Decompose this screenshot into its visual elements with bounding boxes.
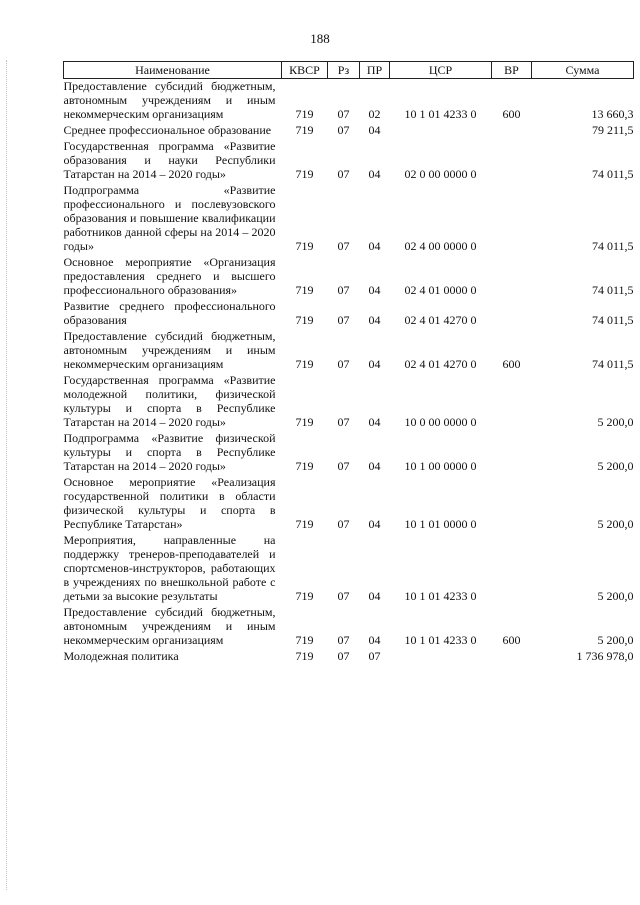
cell-name: Предоставление субсидий бюджетным, автономным учреждениям и иным некоммерческим организациям [63,79,276,121]
cell-name: Подпрограмма «Развитие профессионального и послевузовского образования и повышение квалификации работников данной сферы на 2014 – 2020 годы» [63,183,276,253]
table-row [64,255,634,299]
cell-sum: 74 011,5 [591,167,634,181]
cell-name: Предоставление субсидий бюджетным, автономным учреждениям и иным некоммерческим организациям [63,605,276,647]
page-margin-line [6,60,7,890]
cell-vr [492,373,532,431]
cell-sum: 74 011,5 [591,239,634,253]
cell-vr [492,123,532,139]
cell-name: Государственная программа «Развитие образования и науки Республики Татарстан на 2014 – 2020 годы» [63,139,276,181]
page-number: 188 [310,31,330,46]
table-row [64,431,634,475]
cell-kvsr: 719 [295,357,314,371]
cell-rz: 07 [337,589,350,603]
header-sum: Сумма [532,62,634,79]
cell-csr: 10 0 00 0000 0 [404,415,477,429]
cell-vr: 600 [502,357,521,371]
table-row [64,649,634,665]
cell-pr: 04 [368,357,381,371]
cell-vr [492,533,532,605]
cell-rz: 07 [337,517,350,531]
cell-vr: 600 [502,107,521,121]
cell-csr: 02 0 00 0000 0 [404,167,477,181]
cell-kvsr: 719 [295,415,314,429]
cell-pr: 04 [368,283,381,297]
cell-pr: 04 [368,123,381,137]
cell-csr [390,649,492,665]
cell-name: Предоставление субсидий бюджетным, автономным учреждениям и иным некоммерческим организациям [63,329,276,371]
cell-name: Мероприятия, направленные на поддержку тренеров-преподавателей и спортсменов-инструкторов, работающих в учреждениях по внешкольной работе с детьми за высокие результаты [63,533,276,603]
header-kvsr: КВСР [282,62,328,79]
cell-vr [492,139,532,183]
cell-name: Развитие среднего профессионального образования [63,299,276,327]
header-csr: ЦСР [390,62,492,79]
header-vr: ВР [492,62,532,79]
cell-name: Среднее профессиональное образование [63,123,272,137]
cell-rz: 07 [337,239,350,253]
cell-csr: 10 1 01 0000 0 [404,517,477,531]
cell-csr: 02 4 01 4270 0 [404,313,477,327]
cell-sum: 79 211,5 [591,123,634,137]
cell-pr: 02 [368,107,381,121]
cell-rz: 07 [337,459,350,473]
header-name: Наименование [64,62,282,79]
cell-rz: 07 [337,283,350,297]
cell-sum: 5 200,0 [597,517,634,531]
cell-name: Государственная программа «Развитие молодежной политики, физической культуры и спорта в Республике Татарстан на 2014 – 2020 годы» [63,373,276,429]
cell-pr: 04 [368,313,381,327]
table-row [64,299,634,329]
cell-kvsr: 719 [295,313,314,327]
cell-rz: 07 [337,357,350,371]
budget-table [63,61,634,665]
cell-name: Основное мероприятие «Реализация государственной политики в области физической культуры и спорта в Республике Татарстан» [63,475,276,531]
table-row [64,605,634,649]
cell-vr [492,183,532,255]
cell-csr: 10 1 01 4233 0 [404,107,477,121]
cell-kvsr: 719 [295,517,314,531]
cell-csr: 02 4 01 0000 0 [404,283,477,297]
cell-csr: 10 1 01 4233 0 [404,589,477,603]
cell-name: Подпрограмма «Развитие физической культуры и спорта в Республике Татарстан на 2014 – 2020 годы» [63,431,276,473]
table-row [64,475,634,533]
cell-csr: 10 1 00 0000 0 [404,459,477,473]
header-rz: Рз [328,62,360,79]
cell-kvsr: 719 [295,107,314,121]
table-header-row [64,62,634,79]
cell-pr: 04 [368,517,381,531]
cell-vr [492,649,532,665]
cell-vr: 600 [502,633,521,647]
cell-pr: 04 [368,589,381,603]
table-row [64,329,634,373]
cell-vr [492,255,532,299]
cell-pr: 04 [368,415,381,429]
cell-csr: 02 4 00 0000 0 [404,239,477,253]
cell-kvsr: 719 [295,649,314,663]
cell-kvsr: 719 [295,123,314,137]
cell-vr [492,475,532,533]
cell-pr: 04 [368,633,381,647]
table-row [64,183,634,255]
table-row [64,139,634,183]
table-row [64,373,634,431]
cell-rz: 07 [337,649,350,663]
cell-kvsr: 719 [295,239,314,253]
cell-sum: 5 200,0 [597,415,634,429]
cell-sum: 5 200,0 [597,589,634,603]
cell-csr: 02 4 01 4270 0 [404,357,477,371]
cell-kvsr: 719 [295,633,314,647]
cell-sum: 13 660,3 [591,107,634,121]
table-row [64,533,634,605]
table-body [64,79,634,666]
cell-vr [492,299,532,329]
cell-kvsr: 719 [295,167,314,181]
cell-rz: 07 [337,415,350,429]
cell-name: Молодежная политика [63,649,179,663]
cell-sum: 5 200,0 [597,633,634,647]
cell-vr [492,431,532,475]
cell-kvsr: 719 [295,283,314,297]
cell-rz: 07 [337,167,350,181]
cell-sum: 74 011,5 [591,283,634,297]
cell-sum: 5 200,0 [597,459,634,473]
cell-pr: 04 [368,239,381,253]
cell-pr: 04 [368,167,381,181]
header-pr: ПР [360,62,390,79]
cell-rz: 07 [337,313,350,327]
table-row [64,123,634,139]
table-row [64,79,634,124]
cell-sum: 74 011,5 [591,357,634,371]
cell-rz: 07 [337,123,350,137]
cell-pr: 07 [368,649,381,663]
cell-pr: 04 [368,459,381,473]
cell-rz: 07 [337,107,350,121]
cell-csr [390,123,492,139]
cell-rz: 07 [337,633,350,647]
cell-sum: 74 011,5 [591,313,634,327]
cell-csr: 10 1 01 4233 0 [404,633,477,647]
cell-kvsr: 719 [295,459,314,473]
cell-name: Основное мероприятие «Организация предоставления среднего и высшего профессионального образования» [63,255,276,297]
cell-kvsr: 719 [295,589,314,603]
cell-sum: 1 736 978,0 [576,649,634,663]
